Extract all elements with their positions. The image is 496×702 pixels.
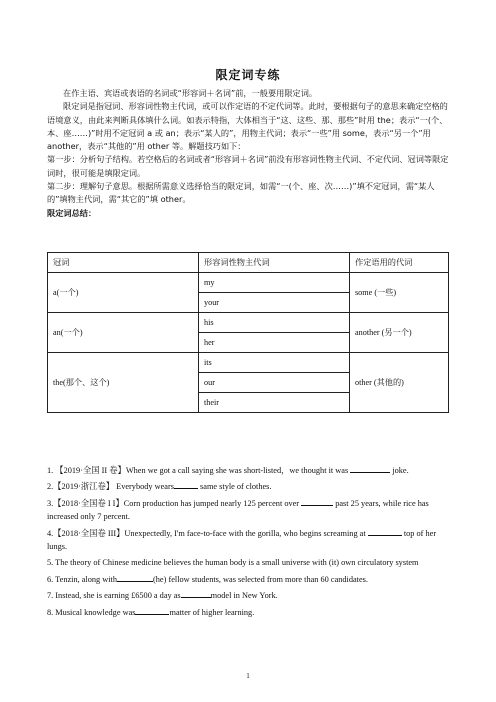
table-row	[48, 353, 449, 373]
intro-para-2: 限定词是指冠词、形容词性物主代词，或可以作定语的不定代词等。此时，要根据句子的意思来确定空格的语境意义，由此来判断具体填什么词。如表示特指，大体相当于“这、这些、那、那些”时用 the；表示“一(个、本、座……)”时用不定冠词 a 或 an；表示“某人的”，用物主代词；表示“一些”用 some，表示“另一个”用 another，表示“其他的”用 other 等。解题技巧如下：	[47, 101, 448, 152]
answer-blank[interactable]	[301, 497, 333, 506]
answer-blank[interactable]	[135, 606, 169, 615]
question-text: matter of higher learning.	[169, 607, 255, 617]
page-title: 限定词专练	[215, 68, 281, 82]
table-cell-article: an(一个)	[48, 313, 199, 353]
table-cell-pronoun: some (一些)	[350, 273, 449, 313]
question-item	[47, 573, 450, 586]
determiner-summary-table	[47, 252, 449, 413]
question-item	[47, 556, 450, 569]
table-header: 冠词	[48, 253, 199, 273]
answer-blank[interactable]	[368, 527, 402, 536]
table-cell-possessive: her	[199, 333, 350, 353]
table-row	[48, 313, 449, 333]
question-item	[47, 464, 450, 477]
question-text: 6. Tenzin, along with	[47, 574, 118, 584]
question-item	[47, 480, 450, 493]
answer-blank[interactable]	[181, 589, 211, 598]
table-cell-possessive: its	[199, 353, 350, 373]
table-cell-pronoun: other (其他的)	[350, 353, 449, 413]
intro-para-1: 在作主语、宾语或表语的名词或“形容词＋名词”前，一般要用限定词。	[63, 88, 318, 98]
question-item	[47, 497, 450, 524]
question-text: 4.【2018·全国卷 III】Unexpectedly, I'm face-to-face with the gorilla, who begins screaming at	[47, 528, 368, 538]
table-cell-article: the(那个、这个)	[48, 353, 199, 413]
table-cell-possessive: our	[199, 373, 350, 393]
question-text: top of her lungs.	[47, 528, 437, 552]
question-item	[47, 527, 450, 554]
page-number: 1	[246, 672, 250, 680]
question-text: model in New York.	[210, 591, 278, 601]
question-list	[47, 464, 450, 622]
table-cell-possessive: your	[199, 293, 350, 313]
question-text: 1. 【2019·全国 II 卷】When we got a call saying she was short-listed，we thought it was	[47, 466, 351, 475]
question-text: 2.【2019·浙江卷】 Everybody wears	[47, 482, 174, 492]
answer-blank[interactable]	[350, 464, 390, 473]
answer-blank[interactable]	[117, 573, 153, 582]
question-text: (he) fellow students, was selected from more than 60 candidates.	[153, 574, 368, 584]
question-item	[47, 606, 450, 619]
question-text: 7. Instead, she is earning £6500 a day as	[47, 591, 181, 601]
table-header-row	[48, 253, 449, 273]
table-header: 形容词性物主代词	[199, 253, 350, 273]
question-text: joke.	[390, 466, 409, 475]
table-cell-possessive: their	[199, 393, 350, 413]
table-row	[48, 273, 449, 293]
question-text: 3.【2018·全国卷 I I】Corn production has jumped nearly 125 percent over	[47, 498, 302, 508]
question-text: 5. The theory of Chinese medicine believes the human body is a small universe with (it) own circulatory system	[47, 558, 419, 568]
question-item	[47, 589, 450, 602]
summary-heading: 限定词总结：	[47, 207, 97, 218]
question-text: 8. Musical knowledge was	[47, 607, 136, 617]
intro-step-1: 第一步：分析句子结构。若空格后的名词或者“形容词＋名词”前没有形容词性物主代词、不定代词、冠词等限定词时，很可能是填限定词。	[47, 154, 449, 178]
table-cell-pronoun: another (另一个)	[350, 313, 449, 353]
table-cell-possessive: my	[199, 273, 350, 293]
table-header: 作定语用的代词	[350, 253, 449, 273]
question-text: same style of clothes.	[197, 482, 272, 492]
table-cell-article: a(一个)	[48, 273, 199, 313]
question-text: past 25 years, while rice has increased only 7 percent.	[47, 498, 429, 522]
intro-step-2: 第二步：理解句子意思。根据所需意义选择恰当的限定词，如需“一(个、座、次……)”填不定冠词，需“某人的”填物主代词，需“其它的”填 other。	[47, 181, 435, 205]
intro-text	[47, 87, 450, 220]
table-cell-possessive: his	[199, 313, 350, 333]
answer-blank[interactable]	[174, 480, 198, 489]
